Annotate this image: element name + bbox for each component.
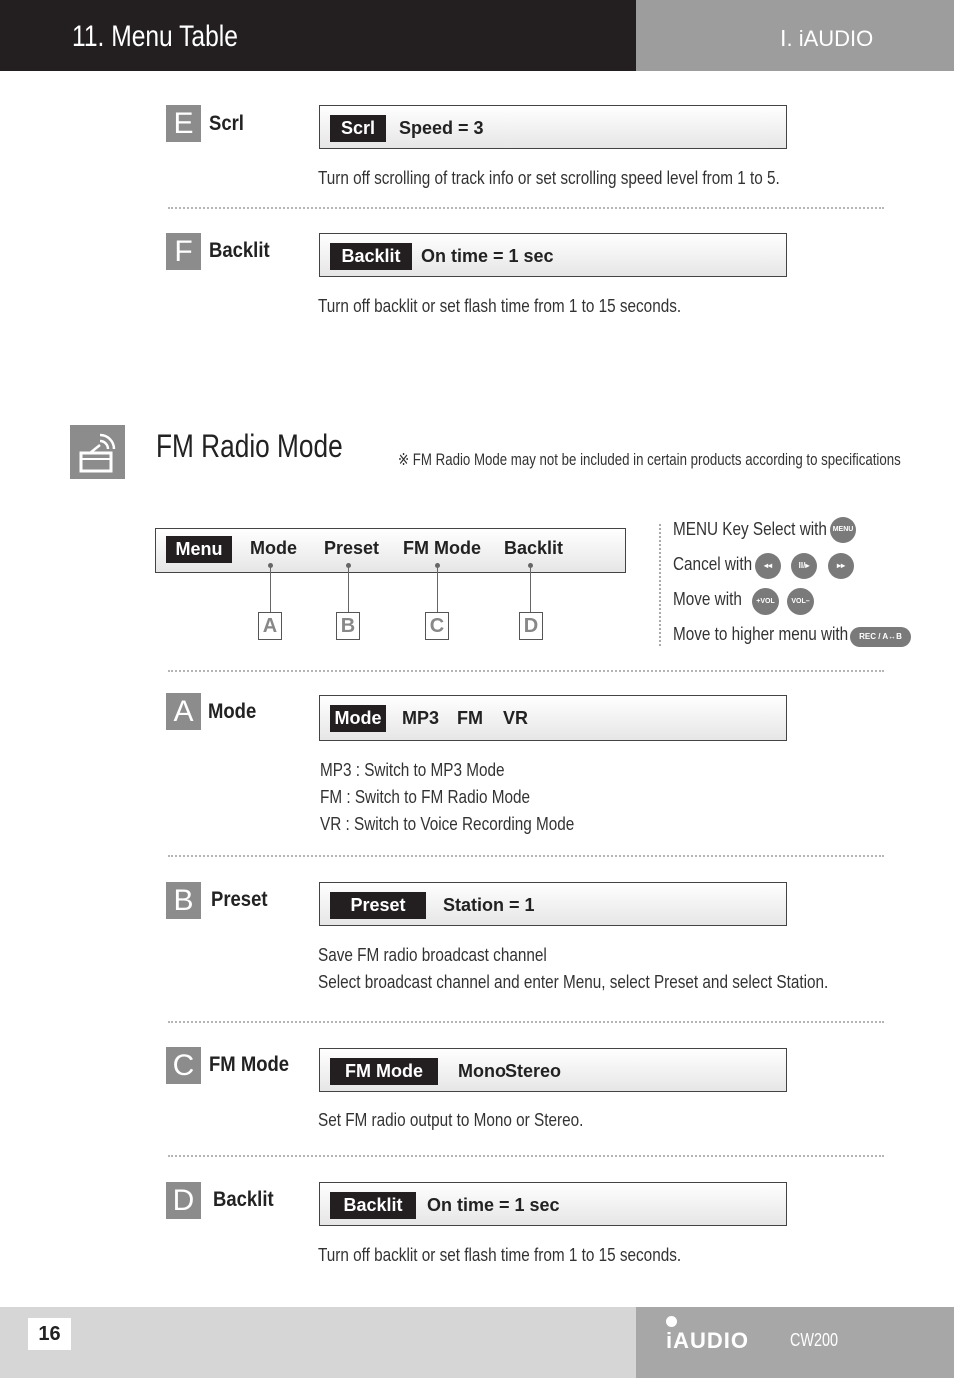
item-label: Backlit: [213, 1188, 274, 1211]
guide-dotted-line: [659, 524, 661, 646]
item-description: Turn off backlit or set flash time from 1 to 15 seconds.: [318, 1245, 682, 1265]
item-description: Save FM radio broadcast channel: [318, 945, 547, 965]
lcd-option: VR: [503, 708, 529, 728]
item-label: Mode: [208, 700, 257, 723]
page-number: 16: [28, 1318, 71, 1350]
lcd-option: Stereo: [505, 1061, 562, 1081]
lcd-menu-chip: Scrl: [330, 115, 386, 142]
rec-ab-key-icon: REC / A↔B: [850, 627, 911, 647]
item-label: Preset: [211, 888, 268, 911]
guide-select-text: MENU Key Select with: [673, 519, 827, 539]
radio-icon: [70, 425, 125, 479]
fast-forward-key-icon: ▸▸: [828, 553, 854, 579]
play-pause-key-icon: II/▸: [791, 553, 817, 579]
dotted-divider: [168, 670, 884, 672]
menu-item-preset: Preset: [324, 538, 380, 558]
lcd-display: [319, 882, 787, 926]
dotted-divider: [168, 1155, 884, 1157]
dotted-divider: [168, 207, 884, 209]
item-letter-badge: E: [166, 105, 201, 142]
item-letter-badge: B: [166, 882, 201, 919]
item-description: VR : Switch to Voice Recording Mode: [320, 814, 575, 834]
lcd-display: [319, 695, 787, 741]
guide-cancel-text: Cancel with: [673, 554, 753, 574]
item-description: Select broadcast channel and enter Menu, select Preset and select Station.: [318, 972, 829, 992]
lcd-display: [319, 105, 787, 149]
menu-chip: Menu: [166, 536, 232, 563]
connector-line: [348, 566, 349, 612]
lcd-menu-chip: Backlit: [330, 1192, 416, 1219]
item-label: Scrl: [209, 112, 244, 135]
lcd-menu-chip: FM Mode: [330, 1058, 438, 1085]
volume-down-key-icon: VOL–: [787, 588, 814, 615]
item-letter-badge: F: [166, 233, 201, 270]
rewind-key-icon: ◂◂: [755, 553, 781, 579]
guide-higher-menu-text: Move to higher menu with: [673, 624, 849, 644]
ref-box-d: D: [519, 612, 543, 640]
lcd-display: [319, 1048, 787, 1092]
connector-line: [270, 566, 271, 612]
connector-line: [530, 566, 531, 612]
volume-up-key-icon: +VOL: [752, 588, 779, 615]
menu-item-fm-mode: FM Mode: [403, 538, 481, 558]
item-label: Backlit: [209, 239, 270, 262]
item-description: Turn off scrolling of track info or set scrolling speed level from 1 to 5.: [318, 168, 780, 188]
ref-box-c: C: [425, 612, 449, 640]
lcd-option: FM: [457, 708, 483, 728]
ref-box-b: B: [336, 612, 360, 640]
lcd-menu-chip: Mode: [330, 705, 386, 732]
lcd-display: [319, 233, 787, 277]
section-title: FM Radio Mode: [156, 428, 343, 464]
item-description: FM : Switch to FM Radio Mode: [320, 787, 531, 807]
brand-logo-dot: [666, 1316, 677, 1327]
lcd-option: Speed = 3: [399, 118, 484, 138]
lcd-menu-chip: Preset: [330, 892, 426, 919]
item-label: FM Mode: [209, 1053, 290, 1076]
section-note: ※ FM Radio Mode may not be included in certain products according to specifications: [398, 450, 901, 469]
item-description: Set FM radio output to Mono or Stereo.: [318, 1110, 584, 1130]
lcd-option: On time = 1 sec: [427, 1195, 560, 1215]
lcd-option: Mono: [458, 1061, 506, 1081]
menu-item-backlit: Backlit: [504, 538, 564, 558]
lcd-display: [319, 1182, 787, 1226]
menu-item-mode: Mode: [250, 538, 297, 558]
dotted-divider: [168, 1021, 884, 1023]
lcd-menu-chip: Backlit: [330, 243, 412, 270]
footer-bar: [0, 1307, 636, 1378]
page-title: 11. Menu Table: [72, 20, 238, 53]
chapter-label: Ⅰ. iAUDIO: [780, 26, 874, 51]
lcd-option: MP3: [402, 708, 440, 728]
brand-logo: iAUDIO: [666, 1328, 749, 1353]
connector-line: [437, 566, 438, 612]
lcd-option: On time = 1 sec: [421, 246, 554, 266]
dotted-divider: [168, 855, 884, 857]
item-letter-badge: D: [166, 1182, 201, 1219]
menu-key-icon: MENU: [830, 517, 856, 543]
item-description: Turn off backlit or set flash time from 1 to 15 seconds.: [318, 296, 682, 316]
item-description: MP3 : Switch to MP3 Mode: [320, 760, 505, 780]
model-name: CW200: [790, 1330, 839, 1350]
guide-move-text: Move with: [673, 589, 742, 609]
lcd-option: Station = 1: [443, 895, 535, 915]
item-letter-badge: C: [166, 1047, 201, 1084]
ref-box-a: A: [258, 612, 282, 640]
item-letter-badge: A: [166, 693, 201, 730]
